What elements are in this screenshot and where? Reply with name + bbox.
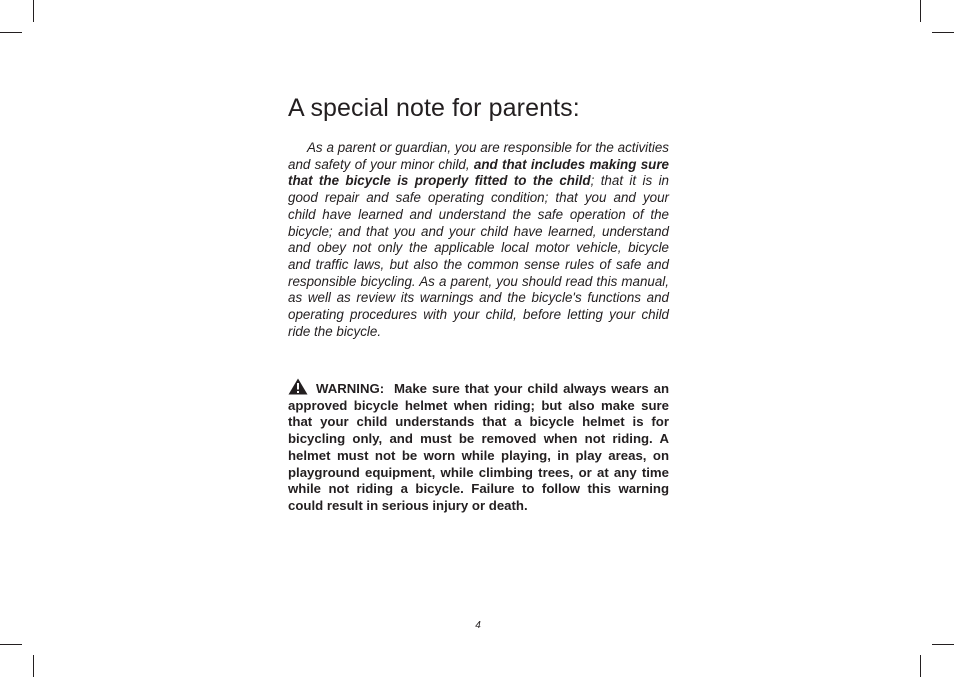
intro-text-continued: ; that it is in good repair and safe operating condition; that you and your child have learned and understand the safe operation of the bicycle; and that you and your child have learned, understand and obey not only the applicable local motor vehicle, bicycle and traffic laws, but also the common sense rules of safe and responsible bicycling. As a parent, you should read this manual, as well as review its warnings and the bicycle's functions and operating procedures with your child, before letting your child ride the bicycle.	[288, 173, 669, 339]
crop-mark	[0, 32, 22, 33]
warning-label: WARNING:	[316, 381, 385, 396]
crop-mark	[932, 644, 954, 645]
crop-mark	[920, 655, 921, 677]
warning-paragraph	[288, 378, 669, 515]
warning-triangle-icon	[288, 378, 308, 395]
crop-mark	[33, 0, 34, 22]
crop-mark	[0, 644, 22, 645]
intro-text: As a parent or guardian, you are responsible for the activities and safety of your minor child,	[288, 140, 669, 172]
crop-mark	[33, 655, 34, 677]
crop-mark	[920, 0, 921, 22]
warning-text: Make sure that your child always wears an approved bicycle helmet when riding; but also make sure that your child understands that a bicycle helmet is for bicycling only, and must be removed when not riding. A helmet must not be worn while playing, in play areas, on playground equipment, while climbing trees, or at any time while not riding a bicycle. Failure to follow this warning could result in serious injury or death.	[288, 381, 670, 513]
page-title: A special note for parents:	[288, 94, 580, 122]
crop-mark	[932, 32, 954, 33]
intro-bold-text: and that includes making sure that the bicycle is properly fitted to the child	[288, 156, 669, 189]
intro-paragraph	[288, 140, 669, 340]
page-number: 4	[475, 620, 481, 631]
